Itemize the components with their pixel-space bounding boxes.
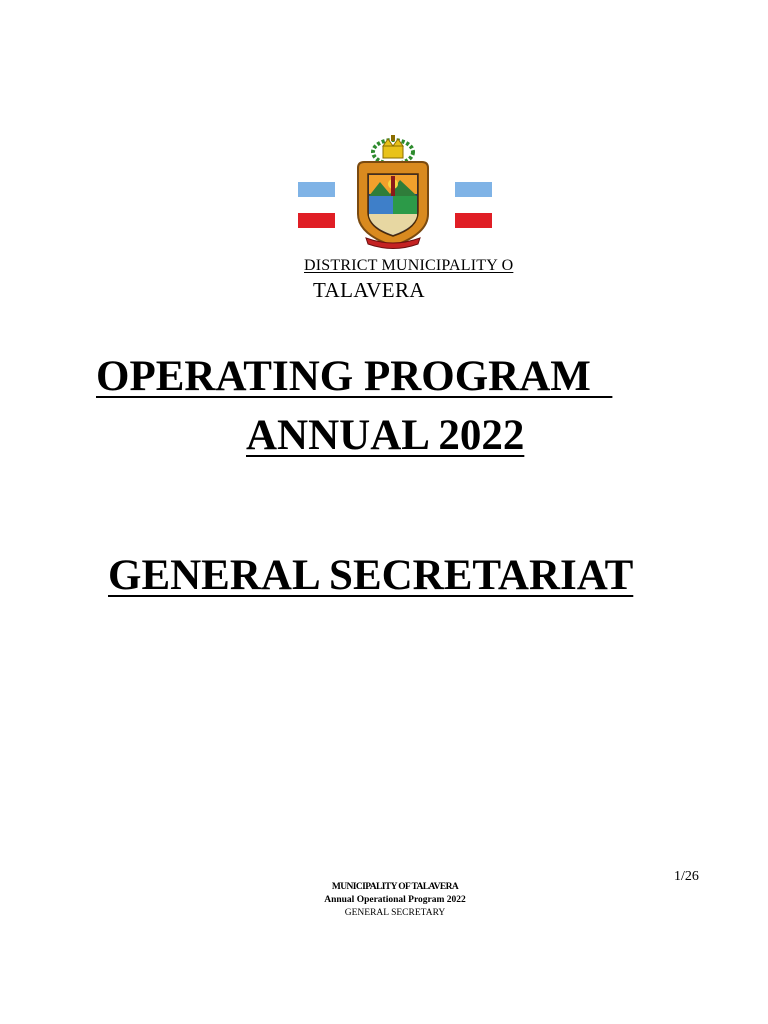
municipal-flag-icon <box>455 182 492 228</box>
footer-program: Annual Operational Program 2022 <box>324 895 466 905</box>
organization-city: TALAVERA <box>313 278 425 302</box>
document-subtitle: ANNUAL 2022 <box>246 412 525 459</box>
footer-org: MUNICIPALITY OF TALAVERA <box>331 882 459 892</box>
municipal-flag-icon <box>298 182 335 228</box>
organization-name: DISTRICT MUNICIPALITY O <box>304 257 514 274</box>
municipal-coat-of-arms-icon <box>352 134 434 254</box>
page-number: 1/26 <box>674 869 699 884</box>
page-footer <box>270 881 520 920</box>
footer-department: GENERAL SECRETARY <box>344 908 446 918</box>
department-title: GENERAL SECRETARIAT <box>108 552 634 599</box>
document-title: OPERATING PROGRAM <box>96 353 613 400</box>
